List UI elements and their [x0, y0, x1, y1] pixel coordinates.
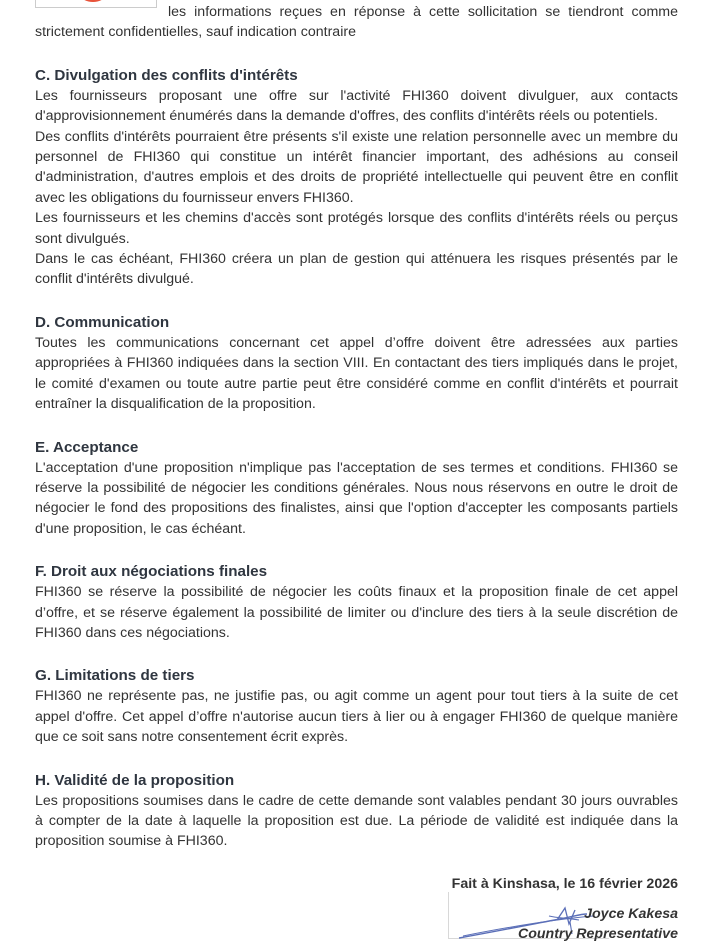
document-body [35, 2, 678, 852]
signatory-name: Joyce Kakesa [584, 906, 678, 922]
section-e-title: E. Acceptance [35, 438, 139, 456]
section-c-paragraph-3: Les fournisseurs et les chemins d'accès sont protégés lorsque des conflits d'intérêts réels ou perçus sont divulgués. [35, 210, 678, 247]
section-d-title: D. Communication [35, 313, 170, 331]
section-c-paragraph-4: Dans le cas échéant, FHI360 créera un plan de gestion qui atténuera les risques présentés par le conflit d'intérêts divulgué. [35, 251, 678, 288]
signature-block [448, 876, 678, 946]
section-g-title: G. Limitations de tiers [35, 667, 195, 685]
place-and-date: Fait à Kinshasa, le 16 février 2026 [451, 876, 678, 892]
section-g-paragraph-1: FHI360 ne représente pas, ne justifie pas, ou agit comme un agent pour tout tiers à la suite de cet appel d'offre. Cet appel d’offre n'autorise aucun tiers à lier ou à engager FHI360 de quelque manière que ce soit sans notre consentement écrit exprès. [35, 688, 678, 746]
section-c-title: C. Divulgation des conflits d'intérêts [35, 66, 298, 84]
section-h-title: H. Validité de la proposition [35, 771, 235, 789]
section-d-paragraph-1: Toutes les communications concernant cet appel d’offre doivent être adressées aux parties appropriées à FHI360 indiquées dans la section VIII. En contactant des tiers impliqués dans le projet, le comité d'examen ou toute autre partie peut être considéré comme en conflit d'intérêts et pourrait entraîner la disqualification de la proposition. [35, 334, 678, 413]
section-f-title: F. Droit aux négociations finales [35, 563, 268, 581]
intro-paragraph: les informations reçues en réponse à cette sollicitation se tiendront comme strictement confidentielles, sauf indication contraire [35, 4, 678, 41]
section-f-paragraph-1: FHI360 se réserve la possibilité de négocier les coûts finaux et la proposition finale de cet appel d’offre, et se réserve également la possibilité de limiter ou d'inclure des tiers à la seule discrétion de FHI360 dans ces négociations. [35, 584, 678, 641]
section-e-paragraph-1: L'acceptation d'une proposition n'implique pas l'acceptation de ses termes et conditions. FHI360 se réserve la possibilité de négocier les conditions générales. Nous nous réservons en outre le droit de négocier le fond des propositions des finalistes, ainsi que l'option d'accepter les composants partiels d'une proposition, le cas échéant. [35, 459, 678, 537]
section-c-paragraph-1: Les fournisseurs proposant une offre sur l'activité FHI360 doivent divulguer, aux contacts d'approvisionnement énumérés dans la demande d'offres, des conflits d'intérêts réels ou potentiels. [35, 87, 678, 125]
section-h-paragraph-1: Les propositions soumises dans le cadre de cette demande sont valables pendant 30 jours ouvrables à compter de la date à laquelle la proposition est due. La période de validité est indiquée dans la proposition soumise à FHI360. [35, 792, 678, 850]
section-c-paragraph-2: Des conflits d'intérêts pourraient être présents s'il existe une relation personnelle avec un membre du personnel de FHI360 qui constitue un intérêt financier important, des adhésions au conseil d'administration, d'autres emplois et des droits de propriété intellectuelle qui peuvent être en conflit avec les obligations du fournisseur envers FHI360. [35, 128, 678, 206]
signatory-title: Country Representative [517, 926, 678, 942]
